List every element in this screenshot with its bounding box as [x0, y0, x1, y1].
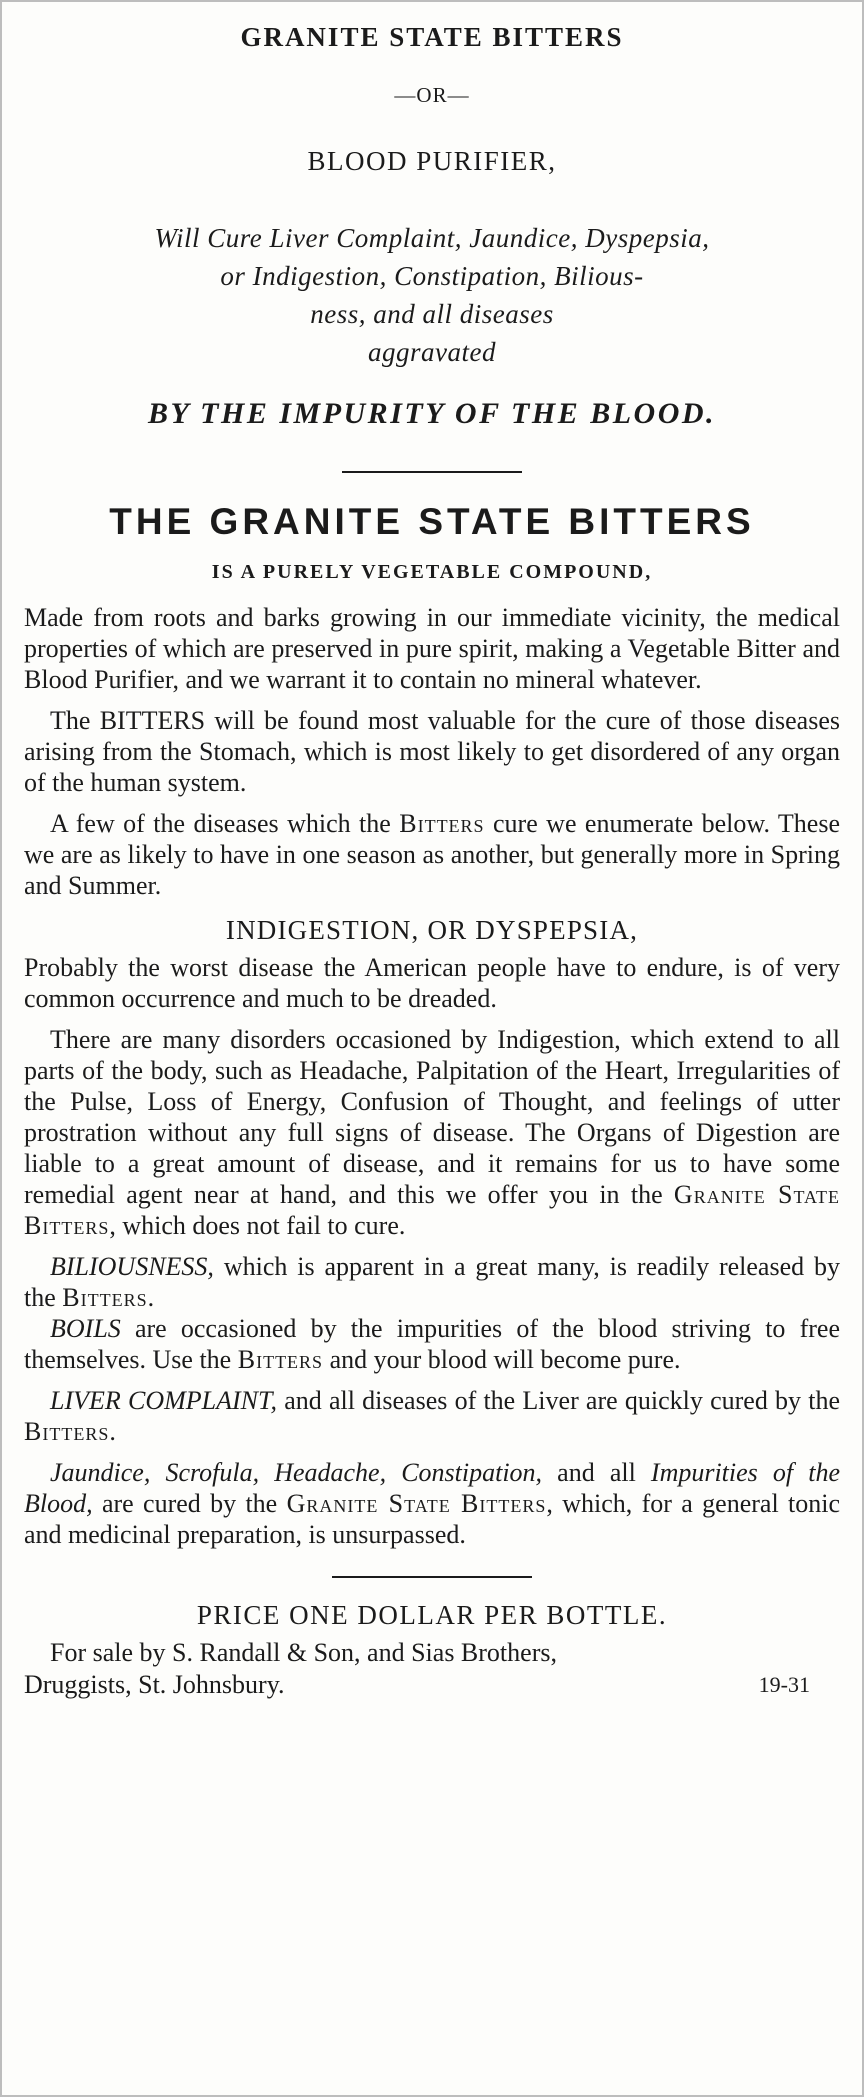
- paragraph-jaundice: Jaundice, Scrofula, Headache, Constipation, and all Impurities of the Blood, are cured by the Granite State Bitters, which, for a general tonic and medicinal preparation, is unsurpassed.: [24, 1458, 840, 1549]
- paragraph-roots: Made from roots and barks growing in our immediate vicinity, the medical properties of which are preserved in pure spirit, making a Vegetable Bitter and Blood Purifier, and we warrant it to contain no mineral whatever.: [24, 603, 840, 694]
- ad-code: 19-31: [758, 1672, 810, 1697]
- cure-claim-line: ness, and all diseases: [310, 299, 554, 329]
- ad-title: GRANITE STATE BITTERS: [240, 22, 624, 52]
- paragraph-boils: BOILS are occasioned by the impurities of the blood striving to free themselves. Use the Bitters and your blood will become pure.: [24, 1314, 840, 1374]
- indigestion-heading: INDIGESTION, OR DYSPEPSIA,: [225, 915, 639, 945]
- divider-rule: [342, 471, 522, 473]
- body-copy: [24, 602, 840, 1550]
- paragraph-disorders: There are many disorders occasioned by Indigestion, which extend to all parts of the body, such as Headache, Palpitation of the Heart, Irregularities of the Pulse, Loss of Energy, Confusion of Thought, and feelings of utter prostration without any full signs of disease. The Organs of Digestion are liable to a great amount of disease, and it remains for us to have some remedial agent near at hand, and this we offer you in the Granite State Bitters, which does not fail to cure.: [24, 1025, 840, 1240]
- cure-claim: [24, 219, 840, 371]
- impurity-tagline: BY THE IMPURITY OF THE BLOOD.: [147, 397, 717, 430]
- sale-line-sellers: For sale by S. Randall & Son, and Sias Brothers,: [50, 1638, 557, 1667]
- sale-line-location: [24, 1669, 840, 1701]
- cure-claim-line: Will Cure Liver Complaint, Jaundice, Dyspepsia,: [154, 223, 710, 253]
- divider-rule-bottom: [332, 1576, 532, 1578]
- or-separator: —OR—: [394, 83, 470, 107]
- paragraph-biliousness: BILIOUSNESS, which is apparent in a great many, is readily released by the Bitters.: [24, 1252, 840, 1312]
- paragraph-diseases-intro: A few of the diseases which the Bitters cure we enumerate below. These we are as likely to have in one season as another, but generally more in Spring and Summer.: [24, 809, 840, 900]
- paragraph-bitters-value: The BITTERS will be found most valuable for the cure of those diseases arising from the Stomach, which is most likely to get disordered of any organ of the human system.: [24, 706, 840, 797]
- paragraph-worst-disease: Probably the worst disease the American people have to endure, is of very common occurrence and much to be dreaded.: [24, 953, 840, 1013]
- paragraph-liver: LIVER COMPLAINT, and all diseases of the Liver are quickly cured by the Bitters.: [24, 1386, 841, 1446]
- sale-info: [24, 1637, 840, 1701]
- main-title: THE GRANITE STATE BITTERS: [109, 501, 755, 542]
- cure-claim-line: aggravated: [368, 337, 496, 367]
- compound-subhead: IS A PURELY VEGETABLE COMPOUND,: [211, 561, 653, 583]
- ad-subtitle: BLOOD PURIFIER,: [307, 146, 557, 176]
- price-line: PRICE ONE DOLLAR PER BOTTLE.: [196, 1600, 668, 1630]
- sale-location: Druggists, St. Johnsbury.: [24, 1670, 285, 1699]
- cure-claim-line: or Indigestion, Constipation, Bilious-: [220, 261, 644, 291]
